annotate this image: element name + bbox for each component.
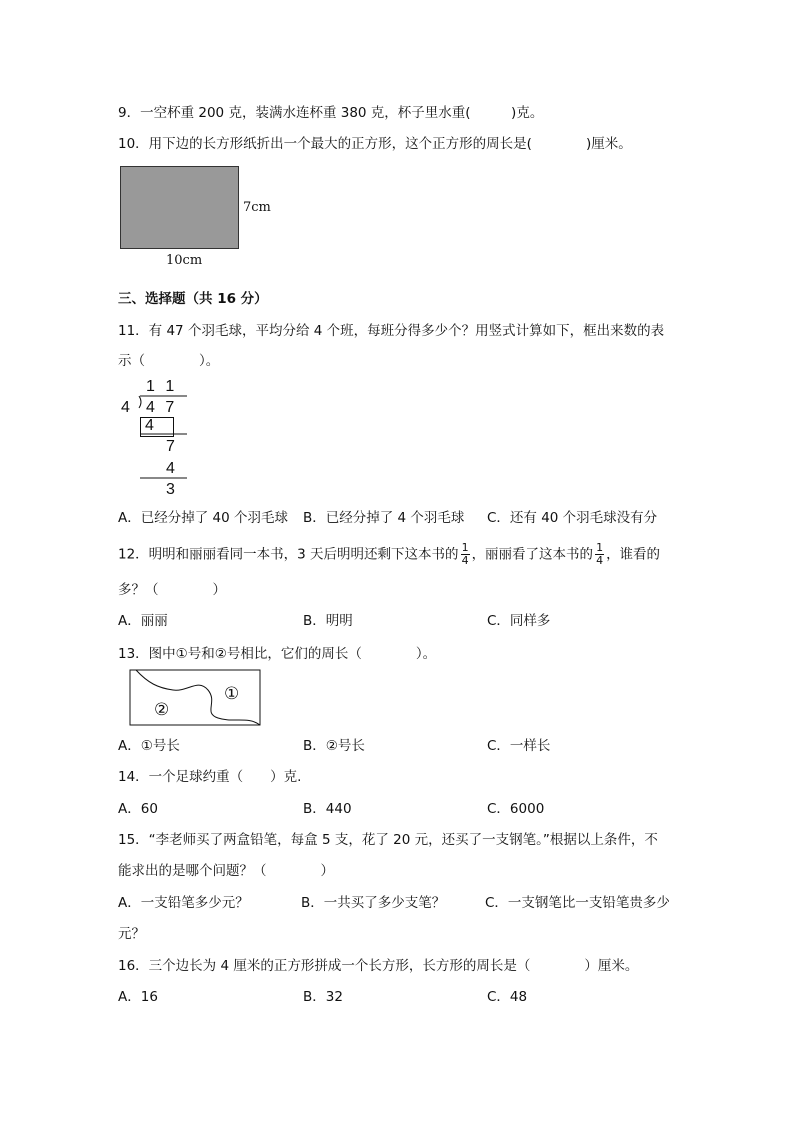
question-13: 13．图中①号和②号相比，它们的周长（ ）。: [118, 646, 437, 662]
q11-option-a[interactable]: A．已经分掉了 40 个羽毛球: [118, 510, 288, 526]
question-11-line1: 11．有 47 个羽毛球，平均分给 4 个班，每班分得多少个？用竖式计算如下，框出来数的表: [118, 323, 665, 339]
q14-option-b[interactable]: B．440: [303, 801, 352, 817]
fraction-one-quarter: [595, 542, 604, 567]
rect-width-label: 10cm: [166, 253, 203, 268]
division-divisor: 4: [121, 399, 130, 416]
question-16: 16．三个边长为 4 厘米的正方形拼成一个长方形，长方形的周长是（ ）厘米。: [118, 958, 639, 974]
division-dividend: 4 7: [146, 399, 178, 416]
question-15-line1: 15．“李老师买了两盒铅笔，每盒 5 支，花了 20 元，还买了一支钢笔。”根据以上条件，不: [118, 832, 658, 848]
division-remainder: 3: [166, 481, 175, 498]
shape-label-2: ②: [154, 700, 170, 720]
division-step2: 4: [166, 460, 175, 477]
question-15-line2: 能求出的是哪个问题？（ ）: [118, 863, 334, 879]
q16-option-b[interactable]: B．32: [303, 989, 343, 1005]
q12-text-c: ，谁看的: [606, 546, 661, 563]
rect-height-label: 7cm: [243, 200, 271, 215]
q12-text-b: ，丽丽看了这本书的: [471, 546, 594, 563]
q12-option-a[interactable]: A．丽丽: [118, 613, 168, 629]
q15-option-c[interactable]: C．一支钢笔比一支铅笔贵多少: [485, 895, 670, 911]
q15-option-b[interactable]: B．一共买了多少支笔？: [301, 895, 446, 911]
question-12-line1: [118, 542, 660, 567]
division-boxed-digit: 4: [145, 417, 154, 434]
q16-option-c[interactable]: C．48: [487, 989, 528, 1005]
q12-text-a: 12．明明和丽丽看同一本书，3 天后明明还剩下这本书的: [118, 546, 459, 563]
q11-option-c[interactable]: C．还有 40 个羽毛球没有分: [487, 510, 658, 526]
rectangle-figure: [120, 166, 239, 249]
q15-option-a[interactable]: A．一支铅笔多少元？: [118, 895, 249, 911]
q11-option-b[interactable]: B．已经分掉了 4 个羽毛球: [303, 510, 465, 526]
fraction-numerator: 1: [596, 541, 604, 554]
perimeter-compare-figure: [128, 668, 262, 728]
question-14: 14．一个足球约重（ ）克.: [118, 769, 302, 785]
shape-label-1: ①: [224, 684, 240, 704]
question-9: 9．一空杯重 200 克，装满水连杯重 380 克，杯子里水重( )克。: [118, 105, 544, 121]
section-title: 三、选择题（共 16 分）: [118, 291, 268, 307]
q14-option-c[interactable]: C．6000: [487, 801, 545, 817]
question-12-line2: 多？（ ）: [118, 582, 226, 598]
q13-option-c[interactable]: C．一样长: [487, 738, 551, 754]
q15-option-c-continued: 元？: [118, 926, 145, 942]
q14-option-a[interactable]: A．60: [118, 801, 158, 817]
q13-option-a[interactable]: A．①号长: [118, 738, 180, 754]
question-11-line2: 示（ ）。: [118, 353, 220, 369]
fraction-one-quarter: [461, 542, 470, 567]
division-quotient: 1 1: [146, 378, 178, 395]
question-10: 10．用下边的长方形纸折出一个最大的正方形，这个正方形的周长是( )厘米。: [118, 136, 632, 152]
q12-option-c[interactable]: C．同样多: [487, 613, 551, 629]
q12-option-b[interactable]: B．明明: [303, 613, 353, 629]
fraction-denominator: 4: [461, 554, 469, 567]
fraction-numerator: 1: [461, 541, 469, 554]
division-step1: 7: [166, 438, 175, 455]
q13-option-b[interactable]: B．②号长: [303, 738, 365, 754]
fraction-denominator: 4: [596, 554, 604, 567]
q16-option-a[interactable]: A．16: [118, 989, 158, 1005]
